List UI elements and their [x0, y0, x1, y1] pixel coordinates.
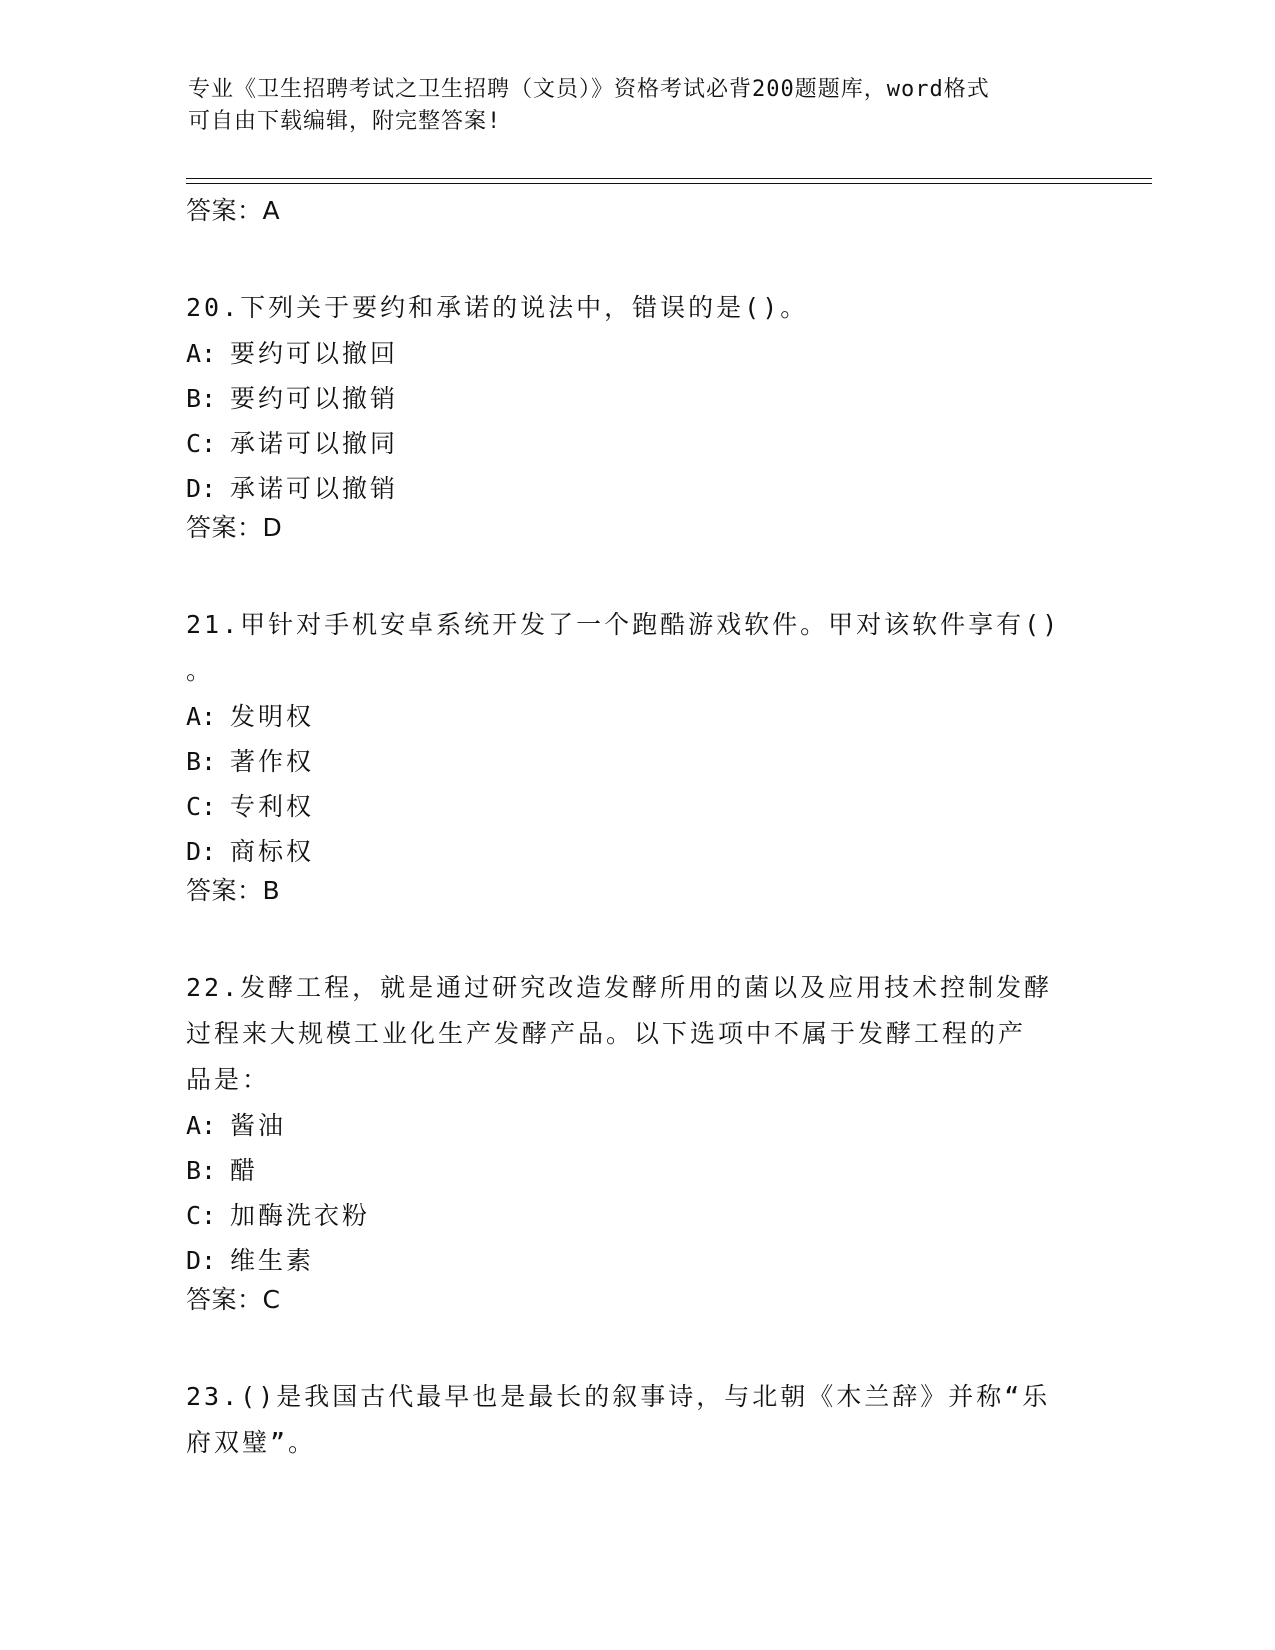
stem-line: 21.甲针对手机安卓系统开发了一个跑酷游戏软件。甲对该软件享有()	[186, 610, 1061, 639]
option-a	[186, 1103, 1086, 1148]
stem-line: 。	[186, 656, 215, 685]
option-text: 要约可以撤销	[230, 384, 399, 413]
option-text: 发明权	[230, 702, 315, 731]
option-text: 著作权	[230, 747, 315, 776]
option-letter: B:	[186, 747, 217, 776]
question-stem	[186, 1374, 1086, 1466]
previous-answer: 答案：A	[186, 196, 281, 225]
question-answer: 答案：D	[186, 513, 283, 542]
option-a	[186, 331, 1086, 376]
option-letter: B:	[186, 1156, 217, 1185]
stem-line: 20.下列关于要约和承诺的说法中，错误的是()。	[186, 293, 809, 322]
option-c	[186, 784, 1086, 829]
option-d	[186, 466, 1086, 511]
option-c	[186, 1193, 1086, 1238]
option-text: 维生素	[230, 1246, 315, 1275]
question-stem	[186, 965, 1086, 1103]
option-letter: A:	[186, 702, 217, 731]
header-divider-top	[186, 178, 1152, 179]
header-divider-bottom	[186, 183, 1152, 184]
question-stem	[186, 602, 1086, 694]
option-a	[186, 694, 1086, 739]
question-22	[186, 965, 1086, 1316]
option-letter: C:	[186, 792, 217, 821]
option-letter: B:	[186, 384, 217, 413]
option-letter: A:	[186, 339, 217, 368]
option-text: 要约可以撤回	[230, 339, 399, 368]
question-stem	[186, 285, 1086, 331]
option-text: 专利权	[230, 792, 315, 821]
option-text: 醋	[230, 1156, 259, 1185]
document-header	[188, 74, 1068, 138]
option-text: 酱油	[230, 1111, 287, 1140]
option-c	[186, 421, 1086, 466]
question-23	[186, 1374, 1086, 1466]
question-20	[186, 285, 1086, 544]
option-text: 承诺可以撤同	[230, 429, 399, 458]
option-letter: C:	[186, 1201, 217, 1230]
option-letter: D:	[186, 1246, 217, 1275]
stem-line: 品是：	[186, 1065, 271, 1094]
option-d	[186, 1238, 1086, 1283]
option-b	[186, 1148, 1086, 1193]
stem-line: 过程来大规模工业化生产发酵产品。以下选项中不属于发酵工程的产	[186, 1019, 1027, 1048]
header-line-2: 可自由下载编辑，附完整答案!	[188, 109, 502, 134]
question-answer: 答案：B	[186, 876, 281, 905]
option-b	[186, 376, 1086, 421]
stem-line: 府双璧”。	[186, 1428, 317, 1457]
option-letter: D:	[186, 837, 217, 866]
question-answer: 答案：C	[186, 1285, 281, 1314]
option-d	[186, 829, 1086, 874]
question-21	[186, 602, 1086, 907]
option-text: 加酶洗衣粉	[230, 1201, 371, 1230]
option-text: 承诺可以撤销	[230, 474, 399, 503]
option-letter: C:	[186, 429, 217, 458]
stem-line: 23.()是我国古代最早也是最长的叙事诗，与北朝《木兰辞》并称“乐	[186, 1382, 1051, 1411]
header-line-1: 专业《卫生招聘考试之卫生招聘（文员）》资格考试必背200题题库，word格式	[188, 77, 990, 102]
option-text: 商标权	[230, 837, 315, 866]
option-letter: D:	[186, 474, 217, 503]
option-b	[186, 739, 1086, 784]
question-list	[186, 194, 1086, 1466]
option-letter: A:	[186, 1111, 217, 1140]
stem-line: 22.发酵工程，就是通过研究改造发酵所用的菌以及应用技术控制发酵	[186, 973, 1053, 1002]
